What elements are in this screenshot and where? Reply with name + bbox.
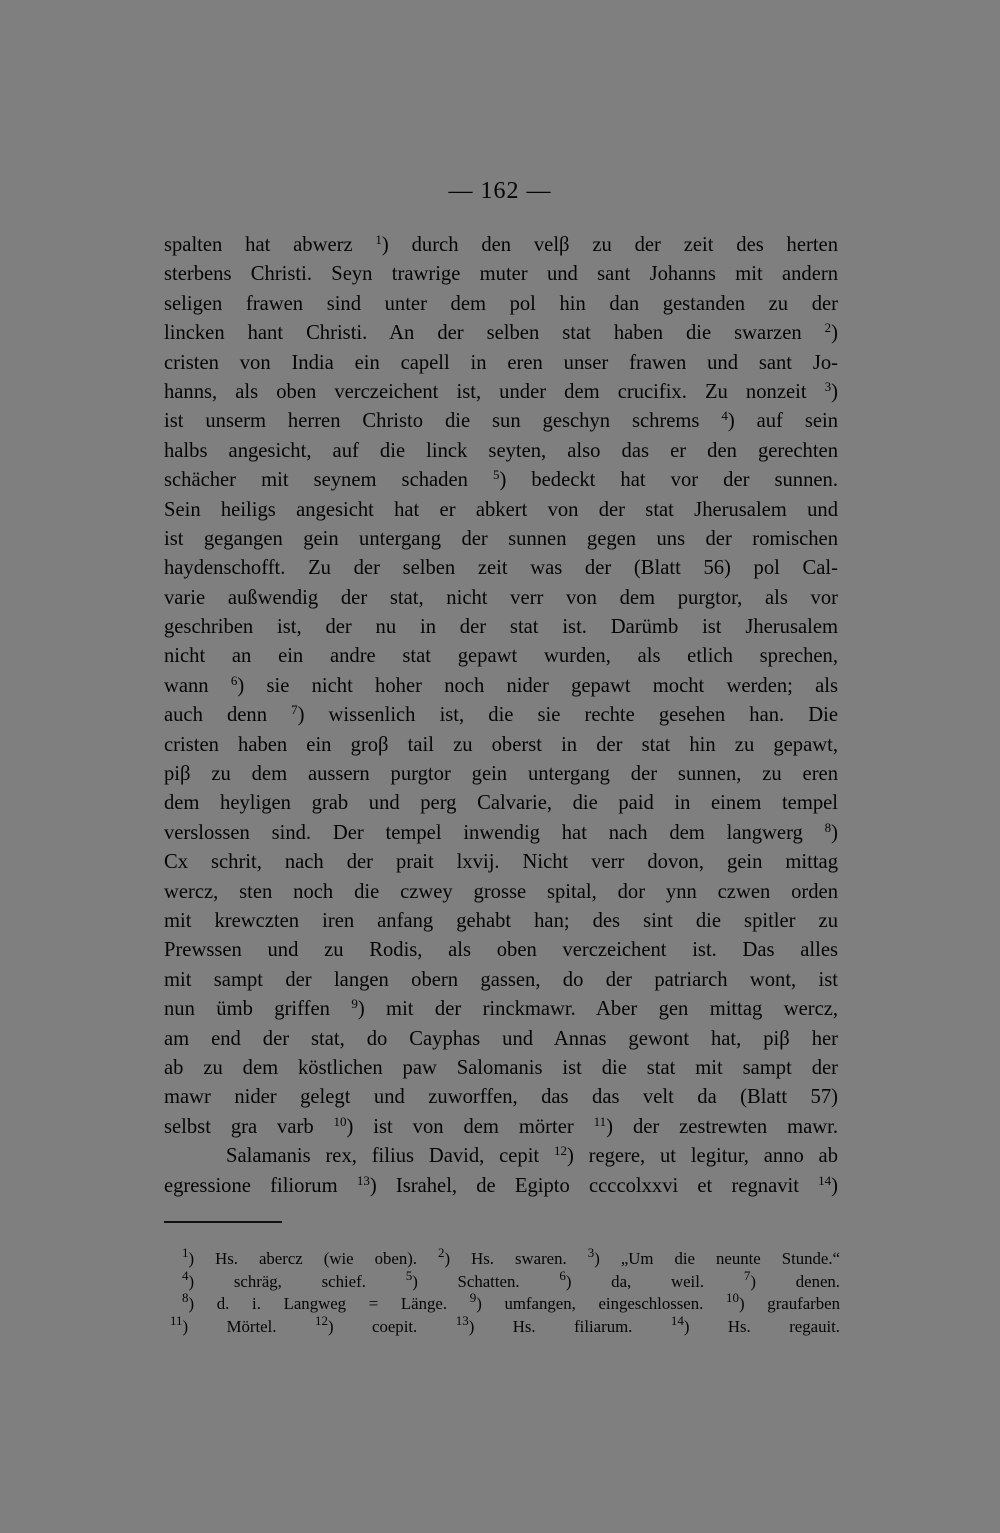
text-line <box>164 1083 838 1112</box>
footnote-text: ) schräg, schief. <box>188 1271 406 1291</box>
footnote-number: 1 <box>182 1245 189 1260</box>
text-line <box>164 701 838 730</box>
footnote-line <box>182 1290 840 1316</box>
text-segment: ) ist von dem mörter <box>346 1115 594 1138</box>
page-number: — 162 — <box>448 178 552 204</box>
text-segment: ) <box>831 821 838 844</box>
footnote-number: 12 <box>314 1312 328 1328</box>
text-segment: mit krewczten iren anfang gehabt han; des sint die spitler zu <box>164 909 838 932</box>
text-segment: Cx schrit, nach der prait lxvij. Nicht verr dovon, gein mittag <box>164 851 838 874</box>
text-line <box>164 878 838 907</box>
text-line <box>164 848 838 877</box>
footnote-text: ) da, weil. <box>565 1271 744 1291</box>
text-segment: ist unserm herren Christo die sun geschyn schrems <box>164 410 722 433</box>
footnote-text: ) „Um die neunte Stunde.“ <box>594 1249 841 1268</box>
footnote-text: ) d. i. Langweg = Länge. <box>188 1294 470 1314</box>
text-segment: geschriben ist, der nu in der stat ist. Darümb ist Jherusalem <box>164 616 838 639</box>
text-segment: ) <box>831 380 838 403</box>
main-text <box>164 231 838 1201</box>
text-segment: piβ zu dem aussern purgtor gein untergang der sunnen, zu eren <box>164 763 838 786</box>
text-segment: Prewssen und zu Rodis, als oben verczeichent ist. Das alles <box>164 939 838 962</box>
text-segment: ) durch den velβ zu der zeit des herten <box>381 234 838 256</box>
text-line <box>164 672 838 701</box>
text-segment: verslossen sind. Der tempel inwendig hat nach dem langwerg <box>164 821 825 844</box>
footnote-number: 5 <box>405 1267 413 1283</box>
text-line <box>164 1172 838 1201</box>
footnote-text: ) graufarben <box>739 1294 840 1314</box>
footnote-number: 7 <box>743 1267 751 1283</box>
text-segment: ) mit der rinckmawr. Aber gen mittag wercz, <box>357 998 838 1021</box>
text-segment: ) bedeckt hat vor der sunnen. <box>499 469 838 492</box>
text-line <box>164 525 838 554</box>
footnote-text: ) Hs. regauit. <box>683 1316 840 1336</box>
footnote-number: 13 <box>455 1312 469 1328</box>
text-segment: ) sie nicht hoher noch nider gepawt mocht werden; als <box>237 674 838 697</box>
text-segment: wann <box>164 674 231 697</box>
text-segment: selbst gra varb <box>164 1115 334 1138</box>
footnote-text: ) umfangen, eingeschlossen. <box>476 1294 727 1314</box>
footnote-line <box>182 1245 841 1271</box>
text-segment: ab zu dem köstlichen paw Salomanis ist die stat mit sampt der <box>164 1056 838 1079</box>
text-segment: ist gegangen gein untergang der sunnen gegen uns der romischen <box>164 527 838 550</box>
text-segment: ) auf sein <box>727 410 838 433</box>
text-segment: ) regere, ut legitur, anno ab <box>566 1145 838 1168</box>
text-segment: am end der stat, do Cayphas und Annas gewont hat, piβ her <box>164 1027 838 1050</box>
text-segment: mit sampt der langen obern gassen, do der patriarch wont, ist <box>164 968 838 991</box>
text-line <box>164 496 838 525</box>
footnote-line <box>182 1267 840 1294</box>
footnote-text: ) Hs. abercz (wie oben). <box>188 1249 439 1268</box>
text-line <box>164 613 838 642</box>
text-line <box>164 642 838 671</box>
footnote-ref: 4 <box>721 408 728 424</box>
footnote-ref: 3 <box>824 378 832 394</box>
text-line <box>164 349 838 378</box>
text-line <box>164 1142 838 1171</box>
text-segment: nicht an ein andre stat gepawt wurden, als etlich sprechen, <box>164 645 838 668</box>
text-segment: egressione filiorum <box>164 1174 357 1197</box>
footnote-line <box>170 1312 840 1339</box>
footnote-number: 3 <box>587 1245 595 1260</box>
footnote-number: 10 <box>726 1290 740 1306</box>
text-segment: schächer mit seynem schaden <box>164 469 493 492</box>
footnote-ref: 2 <box>824 320 832 336</box>
footnote-ref: 10 <box>333 1113 347 1129</box>
text-line <box>164 936 838 965</box>
text-line <box>164 554 838 583</box>
footnote-number: 8 <box>182 1290 189 1306</box>
footnote-ref: 14 <box>818 1172 832 1188</box>
text-segment: nun ümb griffen <box>164 998 352 1021</box>
footnote-ref: 8 <box>824 819 832 835</box>
text-line <box>164 319 838 348</box>
text-segment: halbs angesicht, auf die linck seyten, also das er den gerechten <box>164 439 838 462</box>
text-line <box>164 907 838 936</box>
text-segment: ) <box>831 322 838 345</box>
text-segment: ) <box>831 1174 839 1197</box>
footnote-separator <box>164 1221 282 1223</box>
text-line <box>164 407 838 436</box>
footnote-number: 9 <box>469 1290 477 1306</box>
text-segment: ) der zestrewten mawr. <box>606 1115 838 1138</box>
text-segment: mawr nider gelegt und zuworffen, das das velt da (Blatt 57) <box>164 1086 838 1109</box>
text-segment: Sein heiligs angesicht hat er abkert von der stat Jherusalem und <box>164 498 838 521</box>
footnote-number: 2 <box>438 1245 445 1260</box>
footnote-ref: 9 <box>351 996 358 1012</box>
footnote-text: ) Mörtel. <box>182 1316 315 1336</box>
footnote-text: ) coepit. <box>327 1316 456 1336</box>
text-line <box>164 995 838 1024</box>
footnote-ref: 5 <box>492 467 500 483</box>
footnote-number: 4 <box>182 1267 189 1283</box>
text-segment: cristen haben ein groβ tail zu oberst in der stat hin zu gepawt, <box>164 733 838 756</box>
text-segment: hanns, als oben verczeichent ist, under dem crucifix. Zu nonzeit <box>164 380 825 403</box>
text-line <box>164 260 838 289</box>
footnote-text: ) Hs. swaren. <box>444 1249 588 1268</box>
text-segment: wercz, sten noch die czwey grosse spital, dor ynn czwen orden <box>164 880 838 903</box>
footnote-ref: 11 <box>593 1113 607 1129</box>
text-segment: varie außwendig der stat, nicht verr von dem purgtor, als vor <box>164 586 838 609</box>
text-segment: dem heyligen grab und perg Calvarie, die paid in einem tempel <box>164 792 838 815</box>
footnote-text: ) Schatten. <box>412 1271 560 1291</box>
footnotes <box>170 1245 841 1338</box>
text-line <box>164 760 838 789</box>
text-line <box>164 231 838 260</box>
text-line <box>164 1054 838 1083</box>
text-line <box>164 731 838 760</box>
footnote-ref: 6 <box>230 672 238 688</box>
text-segment: auch denn <box>164 704 292 727</box>
text-segment: lincken hant Christi. An der selben stat haben die swarzen <box>164 322 825 345</box>
text-segment: haydenschofft. Zu der selben zeit was der (Blatt 56) pol Cal- <box>164 557 838 580</box>
text-segment: ) wissenlich ist, die sie rechte gesehen han. Die <box>297 704 838 727</box>
footnote-text: ) denen. <box>750 1271 840 1291</box>
footnote-number: 14 <box>670 1312 684 1328</box>
footnote-number: 6 <box>559 1267 566 1283</box>
text-line <box>164 1113 838 1142</box>
text-line <box>164 290 838 319</box>
text-line <box>164 966 838 995</box>
text-line <box>164 1025 838 1054</box>
footnote-text: ) Hs. filiarum. <box>468 1316 671 1336</box>
footnote-ref: 13 <box>356 1172 370 1188</box>
text-line <box>164 437 838 466</box>
text-line <box>164 466 838 495</box>
text-segment: ) Israhel, de Egipto ccccolxxvi et regnavit <box>369 1174 819 1197</box>
text-segment: spalten hat abwerz <box>164 234 376 256</box>
text-segment: cristen von India ein capell in eren unser frawen und sant Jo- <box>164 351 838 374</box>
footnote-ref: 1 <box>375 232 382 247</box>
text-line <box>164 819 838 848</box>
text-segment: seligen frawen sind unter dem pol hin dan gestanden zu der <box>164 292 838 315</box>
footnote-ref: 7 <box>291 702 298 718</box>
text-segment: sterbens Christi. Seyn trawrige muter und sant Johanns mit andern <box>164 263 838 286</box>
footnote-ref: 12 <box>553 1143 567 1159</box>
text-line <box>164 584 838 613</box>
text-line <box>164 378 838 407</box>
footnote-number: 11 <box>170 1312 183 1328</box>
text-segment: Salamanis rex, filius David, cepit <box>226 1145 554 1168</box>
text-line <box>164 789 838 818</box>
